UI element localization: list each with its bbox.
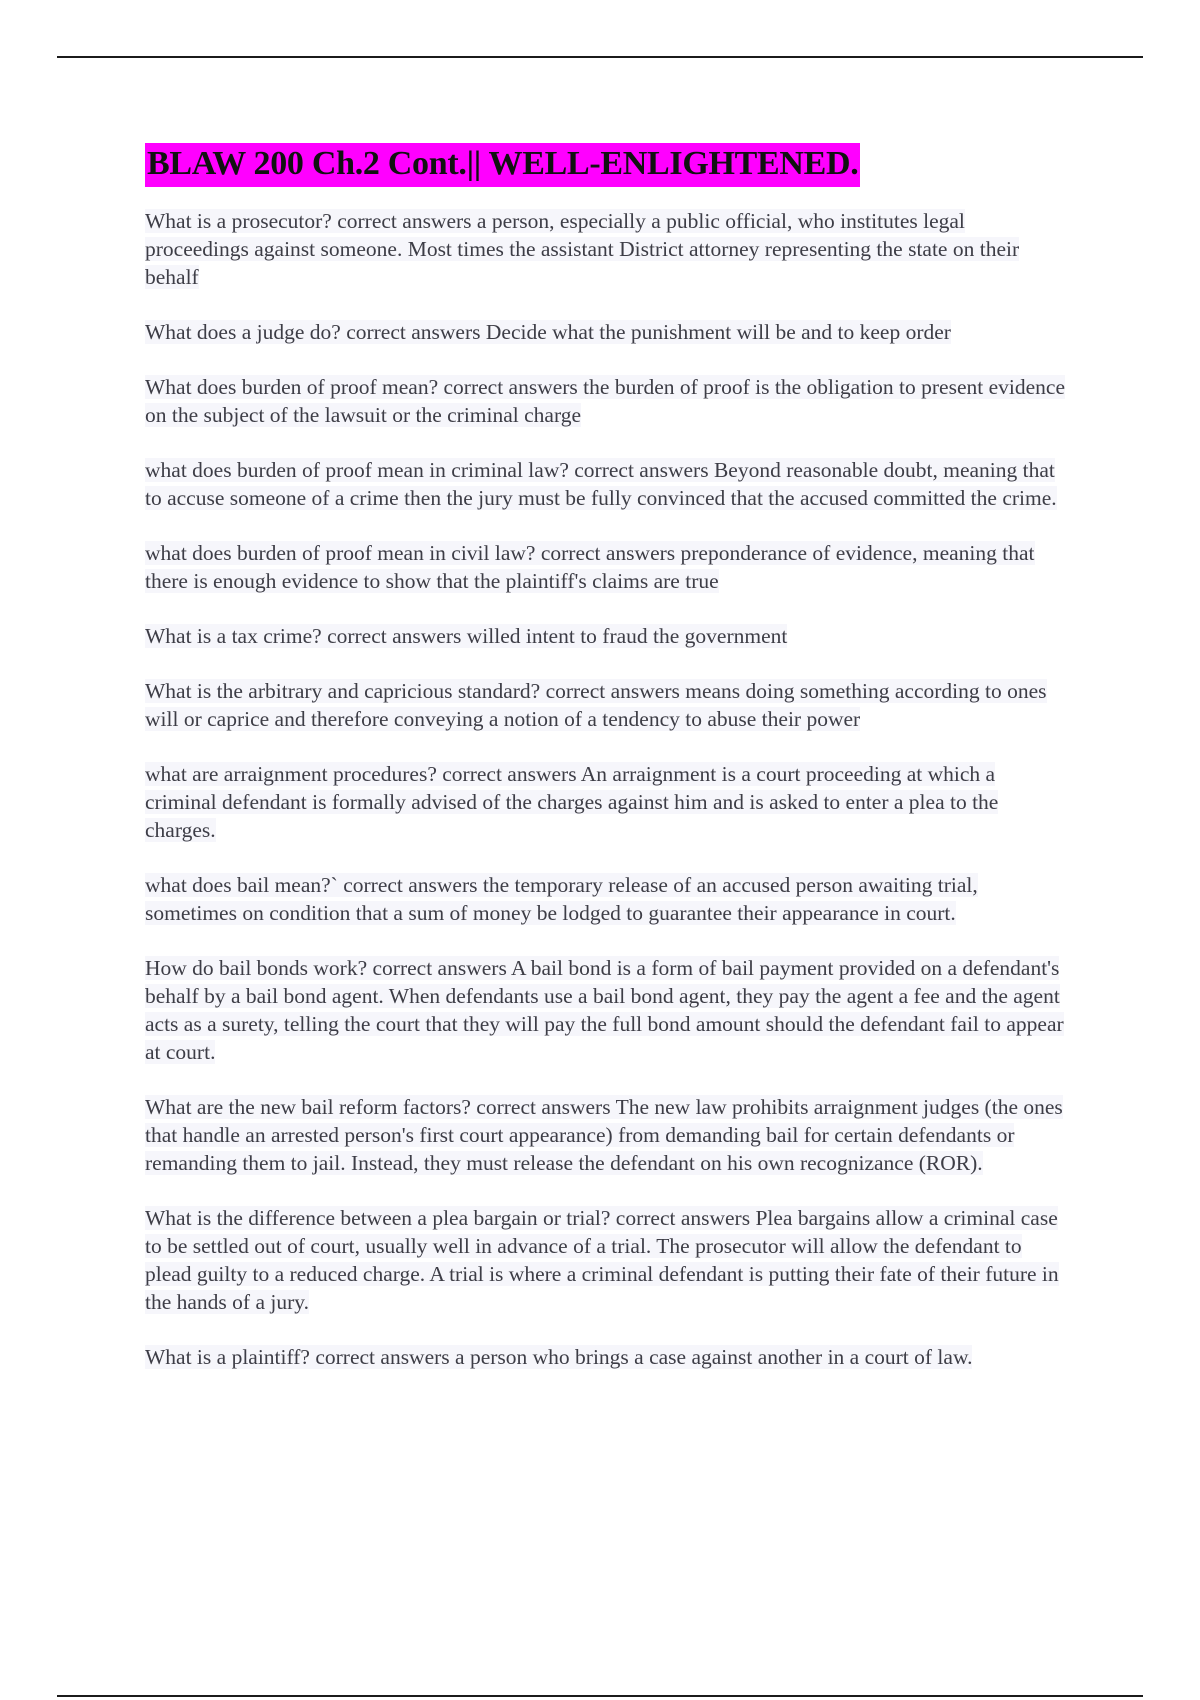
qa-text: what does burden of proof mean in criminal law? correct answers Beyond reasonable doubt, meaning that to accuse someone of a crime then the jury must be fully convinced that the accused committed the crime.: [145, 458, 1057, 510]
document-title: BLAW 200 Ch.2 Cont.|| WELL-ENLIGHTENED.: [145, 143, 860, 187]
qa-entry-bail-bonds: [145, 954, 1065, 1066]
qa-text: What does a judge do? correct answers Decide what the punishment will be and to keep order: [145, 320, 951, 344]
qa-entry-arraignment: [145, 760, 1065, 844]
qa-entry-arbitrary-capricious: [145, 677, 1065, 733]
qa-entry-prosecutor: [145, 207, 1065, 291]
qa-text: What does burden of proof mean? correct answers the burden of proof is the obligation to present evidence on the subject of the lawsuit or the criminal charge: [145, 375, 1065, 427]
qa-text: what does bail mean?` correct answers the temporary release of an accused person awaiting trial, sometimes on condition that a sum of money be lodged to guarantee their appearance in court.: [145, 873, 978, 925]
document-body: [145, 143, 1065, 1398]
qa-text: What is a plaintiff? correct answers a person who brings a case against another in a court of law.: [145, 1345, 973, 1369]
qa-entry-bail: [145, 871, 1065, 927]
qa-text: What is a tax crime? correct answers willed intent to fraud the government: [145, 624, 788, 648]
qa-entry-plea-vs-trial: [145, 1204, 1065, 1316]
qa-text: What is the arbitrary and capricious standard? correct answers means doing something according to ones will or caprice and therefore conveying a notion of a tendency to abuse their power: [145, 679, 1047, 731]
qa-text: What are the new bail reform factors? correct answers The new law prohibits arraignment judges (the ones that handle an arrested person's first court appearance) from demanding bail for certain defendants or remanding them to jail. Instead, they must release the defendant on his own recognizance (ROR).: [145, 1095, 1063, 1175]
qa-entry-bail-reform: [145, 1093, 1065, 1177]
qa-text: How do bail bonds work? correct answers A bail bond is a form of bail payment provided on a defendant's behalf by a bail bond agent. When defendants use a bail bond agent, they pay the agent a fee and the agent acts as a surety, telling the court that they will pay the full bond amount should the defendant fail to appear at court.: [145, 956, 1064, 1064]
qa-entry-judge: [145, 318, 1065, 346]
top-rule: [57, 56, 1143, 58]
qa-text: What is a prosecutor? correct answers a person, especially a public official, who institutes legal proceedings against someone. Most times the assistant District attorney representing the state on their behalf: [145, 209, 1020, 289]
qa-entry-burden-of-proof: [145, 373, 1065, 429]
qa-text: what are arraignment procedures? correct answers An arraignment is a court proceeding at which a criminal defendant is formally advised of the charges against him and is asked to enter a plea to the charges.: [145, 762, 999, 842]
qa-entry-burden-civil: [145, 539, 1065, 595]
qa-text: what does burden of proof mean in civil law? correct answers preponderance of evidence, meaning that there is enough evidence to show that the plaintiff's claims are true: [145, 541, 1035, 593]
qa-entry-plaintiff: [145, 1343, 1065, 1371]
bottom-rule: [57, 1695, 1143, 1697]
qa-text: What is the difference between a plea bargain or trial? correct answers Plea bargains allow a criminal case to be settled out of court, usually well in advance of a trial. The prosecutor will allow the defendant to plead guilty to a reduced charge. A trial is where a criminal defendant is putting their fate of their future in the hands of a jury.: [145, 1206, 1059, 1314]
qa-entry-burden-criminal: [145, 456, 1065, 512]
qa-entry-tax-crime: [145, 622, 1065, 650]
